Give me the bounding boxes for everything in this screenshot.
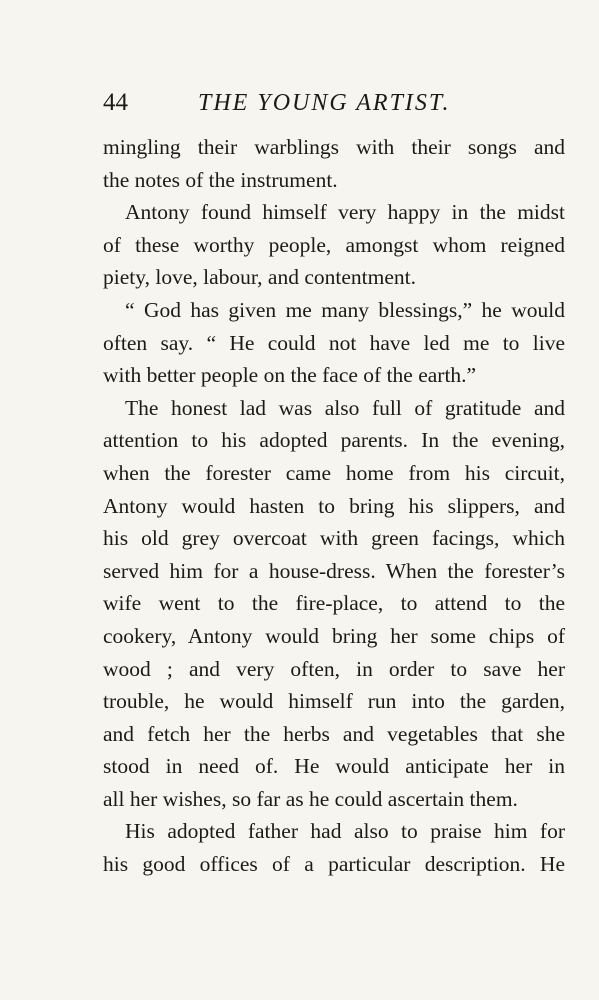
page-header (103, 86, 565, 120)
text-line: Antony found himself very happy in the midst (125, 200, 565, 225)
text-line: his good offices of a particular description. He (103, 852, 565, 877)
text-line: wood ; and very often, in order to save her (103, 656, 565, 681)
text-line: with better people on the face of the earth.” (103, 363, 477, 388)
text-line: often say. “ He could not have led me to live (103, 330, 565, 355)
text-line: the notes of the instrument. (103, 167, 338, 192)
text-line: stood in need of. He would anticipate her in (103, 754, 565, 779)
text-line: wife went to the fire-place, to attend to the (103, 591, 565, 616)
text-line: mingling their warblings with their songs and (103, 135, 565, 159)
text-line: cookery, Antony would bring her some chips of (103, 623, 565, 648)
text-line: trouble, he would himself run into the garden, (103, 689, 565, 714)
body-text (103, 131, 565, 881)
text-line: when the forester came home from his circuit, (103, 460, 565, 485)
text-line: all her wishes, so far as he could ascertain them. (103, 786, 518, 811)
text-line: piety, love, labour, and contentment. (103, 265, 416, 290)
text-line: of these worthy people, amongst whom reigned (103, 232, 565, 257)
text-line: Antony would hasten to bring his slippers, and (103, 493, 565, 518)
text-line: and fetch her the herbs and vegetables that she (103, 721, 565, 746)
running-title: THE YOUNG ARTIST. (198, 90, 451, 116)
text-line: His adopted father had also to praise him for (125, 819, 565, 844)
text-line: The honest lad was also full of gratitude and (125, 395, 565, 420)
text-line: attention to his adopted parents. In the evening, (103, 428, 565, 453)
page-number: 44 (103, 89, 128, 116)
text-line: his old grey overcoat with green facings, which (103, 526, 565, 551)
text-line: “ God has given me many blessings,” he would (125, 297, 565, 322)
text-line: served him for a house-dress. When the forester’s (103, 558, 565, 583)
